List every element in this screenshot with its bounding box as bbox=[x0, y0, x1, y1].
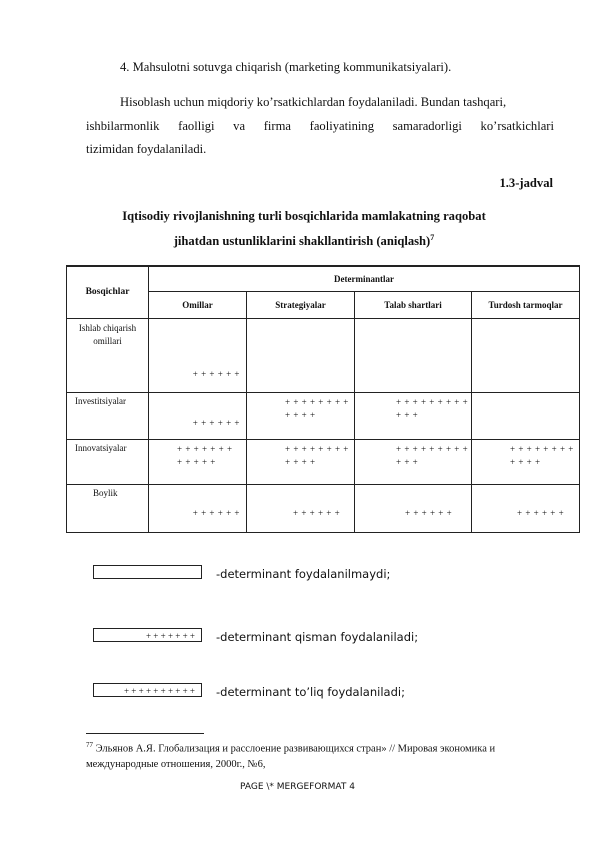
legend-label-partial: -determinant qisman foydalaniladi; bbox=[216, 630, 419, 644]
table-cell bbox=[355, 439, 472, 484]
table-cell bbox=[149, 484, 247, 532]
table-row bbox=[67, 484, 580, 532]
column-header-demand: Talab shartlari bbox=[355, 291, 472, 318]
paragraph-line-1: Hisoblash uchun miqdoriy ko’rsatkichlardan foydalaniladi. Bundan tashqari, bbox=[120, 95, 507, 109]
table-cell bbox=[472, 439, 580, 484]
plus-marks: + + + + + + bbox=[192, 368, 240, 379]
table-title-line-2 bbox=[60, 233, 548, 249]
stage-cell: Ishlab chiqarish omillari bbox=[67, 318, 149, 392]
footnote bbox=[86, 738, 561, 772]
header-stages: Bosqichlar bbox=[67, 266, 149, 318]
plus-marks: + + + + + + bbox=[405, 507, 453, 518]
table-cell bbox=[149, 318, 247, 392]
footnote-separator bbox=[86, 733, 204, 734]
table-cell bbox=[355, 392, 472, 439]
table-title-line-1: Iqtisodiy rivojlanishning turli bosqichlarida mamlakatning raqobat bbox=[122, 209, 486, 223]
table-cell bbox=[247, 484, 355, 532]
plus-marks: + + + + + + + + + + + + bbox=[285, 396, 349, 420]
plus-marks: + + + + + + + + + + + + bbox=[510, 443, 574, 467]
column-header-factors: Omillar bbox=[149, 291, 247, 318]
table-row bbox=[67, 318, 580, 392]
table-cell bbox=[247, 439, 355, 484]
plus-marks: + + + + + + + + + + + + bbox=[396, 443, 469, 467]
stage-cell: Boylik bbox=[67, 484, 149, 532]
column-header-strategies: Strategiyalar bbox=[247, 291, 355, 318]
paragraph-line-2: ishbilarmonlik faolligi va firma faoliyatining samaradorligi ko’rsatkichlari bbox=[86, 119, 554, 133]
plus-marks: + + + + + + + + + + + + bbox=[285, 443, 349, 467]
legend-box-empty bbox=[93, 565, 202, 579]
column-header-related: Turdosh tarmoqlar bbox=[472, 291, 580, 318]
table-cell bbox=[149, 392, 247, 439]
table-title-text: jihatdan ustunliklarini shakllantirish (aniqlash) bbox=[173, 234, 431, 249]
plus-marks: + + + + + + + + + + + + bbox=[177, 443, 233, 467]
table-cell bbox=[355, 318, 472, 392]
footnote-text: Эльянов А.Я. Глобализация и расслоение развивающихся стран» // Мировая экономика и международные отношения, 2000г., №6, bbox=[86, 743, 496, 770]
table-cell bbox=[355, 484, 472, 532]
table-row bbox=[67, 392, 580, 439]
table-cell bbox=[247, 318, 355, 392]
plus-marks: + + + + + + bbox=[192, 507, 240, 518]
plus-marks: + + + + + + + + + + + + bbox=[396, 396, 469, 420]
plus-marks: + + + + + + bbox=[517, 507, 565, 518]
table-cell bbox=[472, 318, 580, 392]
table-cell bbox=[472, 484, 580, 532]
table-label: 1.3-jadval bbox=[499, 176, 553, 190]
table-cell bbox=[247, 392, 355, 439]
table-cell bbox=[149, 439, 247, 484]
legend-label-full: -determinant to’liq foydalaniladi; bbox=[216, 685, 405, 699]
legend-box-partial: + + + + + + + bbox=[93, 628, 202, 642]
list-item-4: 4. Mahsulotni sotuvga chiqarish (marketing kommunikatsiyalari). bbox=[120, 60, 452, 74]
stage-cell: Investitsiyalar bbox=[67, 392, 149, 439]
paragraph-line-3: tizimidan foydalaniladi. bbox=[86, 142, 207, 156]
table-cell bbox=[472, 392, 580, 439]
legend-label-not-used: -determinant foydalanilmaydi; bbox=[216, 567, 391, 581]
table-row bbox=[67, 439, 580, 484]
page-footer: PAGE \* MERGEFORMAT 4 bbox=[240, 782, 355, 792]
plus-marks: + + + + + + bbox=[293, 507, 341, 518]
legend-box-full: + + + + + + + + + + bbox=[93, 683, 202, 697]
header-determinants: Determinantlar bbox=[149, 266, 580, 291]
plus-marks: + + + + + + bbox=[192, 417, 240, 428]
footnote-ref: 7 bbox=[430, 233, 435, 242]
stage-cell: Innovatsiyalar bbox=[67, 439, 149, 484]
footnote-mark: 77 bbox=[86, 741, 93, 749]
determinants-table bbox=[66, 265, 580, 533]
